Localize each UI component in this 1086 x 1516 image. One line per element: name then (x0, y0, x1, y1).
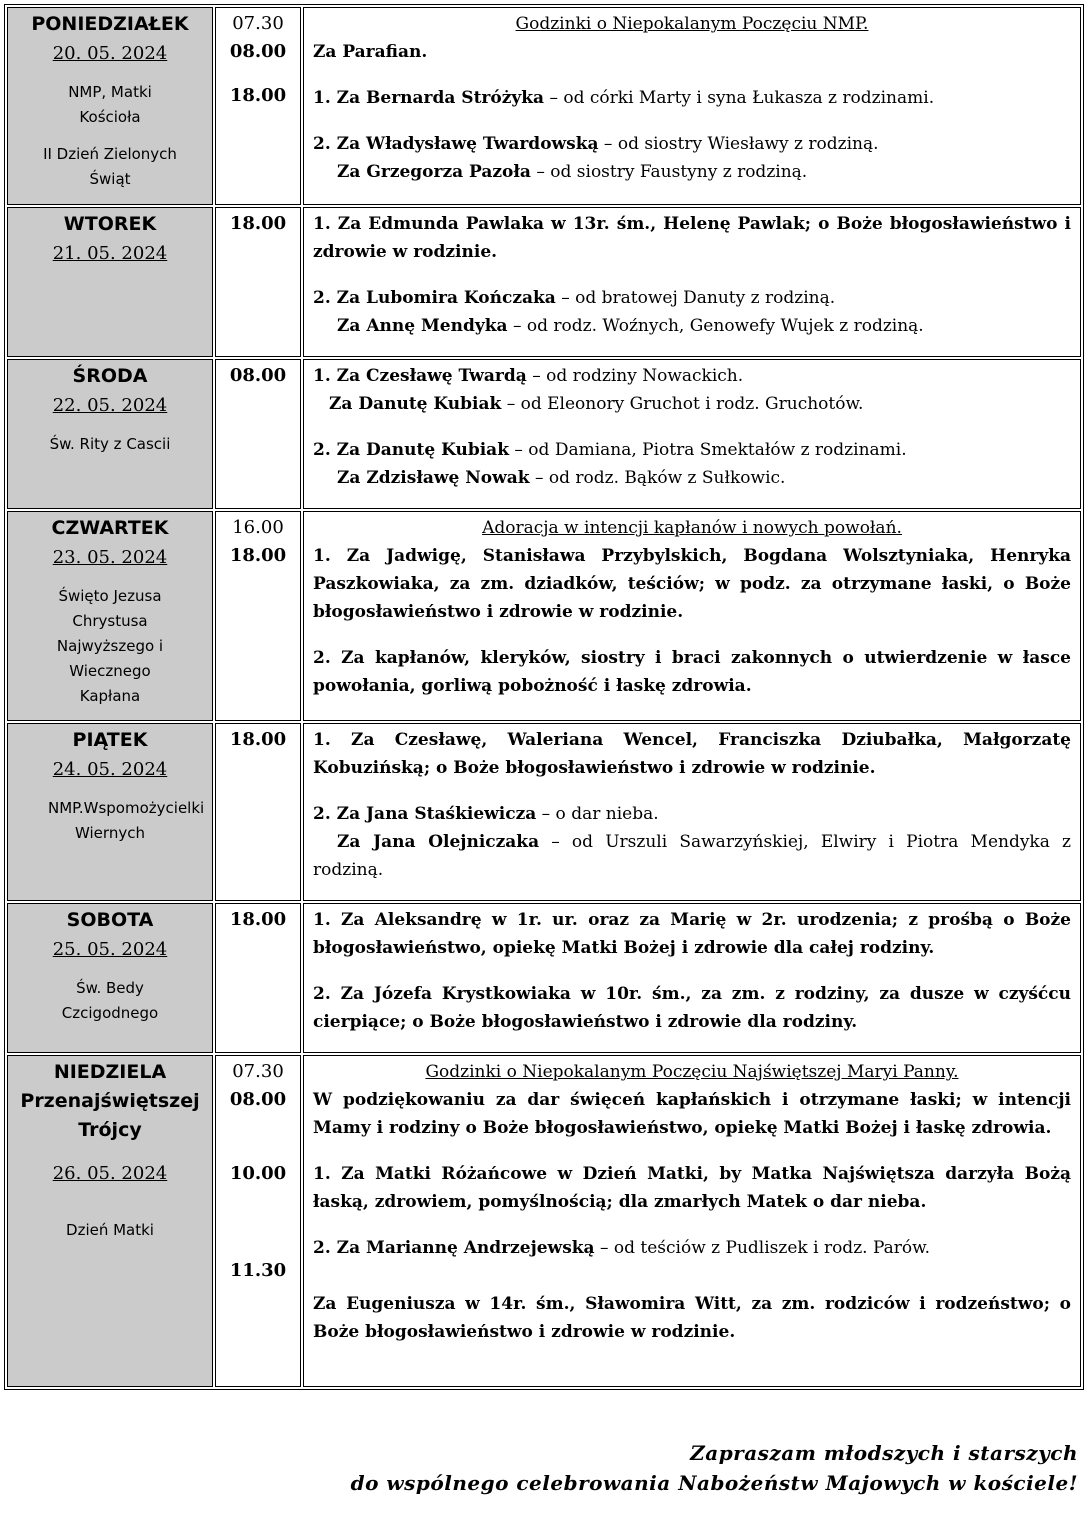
intention-donor: – od siostry Wiesławy z rodziną. (598, 134, 879, 154)
day-name: NIEDZIELA Przenajświętszej Trójcy (20, 1061, 200, 1141)
intention-name: 2. Za Władysławę Twardowską (313, 134, 599, 154)
intention-name: 2. Za Mariannę Andrzejewską (313, 1238, 595, 1258)
intention-line (313, 800, 1071, 828)
mass-schedule-table (4, 4, 1084, 1390)
section-header: Godzinki o Niepokalanym Poczęciu Najświętszej Maryi Panny. (425, 1062, 959, 1082)
feast-name: NMP.Wspomożycielki Wiernych (48, 799, 205, 842)
intention-name: 1. Za Czesławę, Waleriana Wencel, Franciszka Dziubałka, Małgorzatę Kobuzińską; o Boże błogosławieństwo i zdrowie w rodzinie. (313, 730, 1071, 778)
invitation-line-1: Zapraszam młodszych i starszych (690, 1441, 1078, 1465)
day-cell (7, 903, 213, 1053)
intention-name: 1. Za Matki Różańcowe w Dzień Matki, by Matka Najświętsza darzyła Bożą łaską, zdrowiem, pomyślnością; dla zmarłych Matek o dar nieba. (313, 1164, 1071, 1212)
intention-name: 1. Za Aleksandrę w 1r. ur. oraz za Marię w 2r. urodzenia; z prośbą o Boże błogosławieństwo, opiekę Matki Bożej i zdrowie dla całej rodziny. (313, 910, 1071, 958)
intention-name: W podziękowaniu za dar święceń kapłańskich i otrzymane łaski; w intencji Mamy i rodziny o Boże błogosławieństwo, opiekę Matki Bożej i łaskę zdrowia. (313, 1090, 1071, 1138)
mass-time: 18.00 (229, 729, 287, 750)
time-cell (215, 7, 301, 205)
feast-name: NMP, Matki Kościoła (68, 83, 152, 126)
mass-time: 10.00 (229, 1163, 287, 1184)
mass-time (216, 1137, 300, 1160)
intention-line (313, 1234, 1071, 1262)
day-row (7, 7, 1081, 205)
intentions-cell (303, 903, 1081, 1053)
intention-name: 2. Za Lubomira Kończaka (313, 288, 556, 308)
section-header: Godzinki o Niepokalanym Poczęciu NMP. (515, 14, 869, 34)
day-row (7, 511, 1081, 721)
intention-line (313, 436, 1071, 464)
time-cell (215, 511, 301, 721)
day-row (7, 723, 1081, 901)
mass-time: 07.30 (232, 13, 284, 34)
intention-line (313, 1290, 1071, 1346)
day-cell (7, 723, 213, 901)
day-date: 23. 05. 2024 (52, 547, 168, 568)
mass-time: 18.00 (229, 909, 287, 930)
day-cell (7, 359, 213, 509)
intention-donor: – od rodz. Bąków z Sułkowic. (529, 468, 786, 488)
day-cell (7, 207, 213, 357)
intention-name: Za Annę Mendyka (337, 316, 508, 336)
time-cell (215, 207, 301, 357)
mass-time (216, 66, 300, 82)
day-row (7, 903, 1081, 1053)
mass-time: 07.30 (232, 1061, 284, 1082)
feast-name: Święto Jezusa Chrystusa Najwyższego i Wiecznego Kapłana (56, 587, 164, 705)
mass-intention (313, 210, 1071, 266)
mass-time (216, 1114, 300, 1137)
intention-line (313, 726, 1071, 782)
intention-line (313, 130, 1071, 158)
mass-intention (313, 542, 1071, 626)
day-name: PIĄTEK (72, 729, 148, 751)
intention-line (313, 1086, 1071, 1142)
mass-time: 08.00 (229, 1089, 287, 1110)
intention-line (313, 158, 1071, 186)
intention-line (313, 38, 1071, 66)
invitation-line-2: do wspólnego celebrowania Nabożeństw Majowych w kościele! (350, 1471, 1078, 1495)
mass-intention (313, 284, 1071, 340)
intentions-cell (303, 723, 1081, 901)
intention-line (313, 210, 1071, 266)
intention-name: Za Eugeniusza w 14r. śm., Sławomira Witt, za zm. rodziców i rodzeństwo; o Boże błogosławieństwo i zdrowie w rodzinie. (313, 1294, 1071, 1342)
day-name: ŚRODA (72, 365, 148, 387)
day-name: WTOREK (63, 213, 157, 235)
intention-name: Za Zdzisławę Nowak (337, 468, 530, 488)
intention-line (313, 980, 1071, 1036)
mass-intention (313, 1290, 1071, 1346)
intention-name: 2. Za kapłanów, kleryków, siostry i braci zakonnych o utwierdzenie w łasce powołania, gorliwą pobożność i łaskę zdrowia. (313, 648, 1071, 696)
day-date: 21. 05. 2024 (52, 243, 168, 264)
mass-time: 11.30 (229, 1260, 287, 1281)
intention-donor: – od siostry Faustyny z rodziną. (530, 162, 808, 182)
day-cell (7, 7, 213, 205)
intentions-cell (303, 1055, 1081, 1387)
intention-line (313, 362, 1071, 390)
intention-name: Za Jana Olejniczaka (337, 832, 540, 852)
mass-intention (313, 38, 1071, 66)
intention-line (313, 84, 1071, 112)
feast-name: II Dzień Zielonych Świąt (43, 145, 177, 188)
intention-line (313, 644, 1071, 700)
day-date: 26. 05. 2024 (52, 1163, 168, 1184)
intention-name: 1. Za Edmunda Pawlaka w 13r. śm., Helenę Pawlak; o Boże błogosławieństwo i zdrowie w rodzinie. (313, 214, 1071, 262)
intention-donor: – o dar nieba. (536, 804, 659, 824)
intention-name: Za Danutę Kubiak (329, 394, 502, 414)
intention-donor: – od rodziny Nowackich. (526, 366, 744, 386)
time-cell (215, 359, 301, 509)
day-cell (7, 1055, 213, 1387)
intention-line (313, 906, 1071, 962)
mass-time: 18.00 (229, 545, 287, 566)
mass-intention (313, 362, 1071, 418)
time-cell (215, 1055, 301, 1387)
feast-name: Św. Rity z Cascii (49, 435, 171, 453)
day-date: 22. 05. 2024 (52, 395, 168, 416)
feast-name: Dzień Matki (66, 1221, 154, 1239)
mass-intention (313, 1234, 1071, 1262)
intentions-cell (303, 207, 1081, 357)
feast-name: Św. Bedy Czcigodnego (61, 979, 159, 1022)
schedule-body (7, 7, 1081, 1387)
day-date: 25. 05. 2024 (52, 939, 168, 960)
day-cell (7, 511, 213, 721)
intention-name: Za Parafian. (313, 42, 428, 62)
mass-time: 18.00 (229, 213, 287, 234)
time-cell (215, 903, 301, 1053)
intentions-cell (303, 511, 1081, 721)
mass-time (216, 1188, 300, 1211)
day-name: SOBOTA (66, 909, 154, 931)
day-row (7, 207, 1081, 357)
mass-intention (313, 800, 1071, 884)
intention-name: 2. Za Danutę Kubiak (313, 440, 509, 460)
mass-intention (313, 130, 1071, 186)
section-header: Adoracja w intencji kapłanów i nowych powołań. (482, 518, 902, 538)
intention-donor: – od bratowej Danuty z rodziną. (555, 288, 836, 308)
intention-name: 2. Za Jana Staśkiewicza (313, 804, 537, 824)
intention-name: Za Grzegorza Pazoła (337, 162, 531, 182)
mass-intention (313, 726, 1071, 782)
time-cell (215, 723, 301, 901)
mass-intention (313, 1160, 1071, 1216)
day-row (7, 359, 1081, 509)
intention-name: 1. Za Jadwigę, Stanisława Przybylskich, Bogdana Wolsztyniaka, Henryka Paszkowiaka, za zm. dziadków, teściów; w podz. za otrzymane łaski, o Boże błogosławieństwo i zdrowie w rodzinie. (313, 546, 1071, 622)
mass-time: 16.00 (232, 517, 284, 538)
day-name: CZWARTEK (51, 517, 169, 539)
mass-time: 08.00 (229, 41, 287, 62)
mass-intention (313, 906, 1071, 962)
mass-intention (313, 84, 1071, 112)
intention-line (313, 1160, 1071, 1216)
intention-line (313, 284, 1071, 312)
intention-line (313, 464, 1071, 492)
intention-line (313, 312, 1071, 340)
mass-intention (313, 1086, 1071, 1142)
mass-time (216, 1234, 300, 1257)
mass-time: 08.00 (229, 365, 287, 386)
day-date: 20. 05. 2024 (52, 43, 168, 64)
intention-line (313, 542, 1071, 626)
intention-donor: – od teściów z Pudliszek i rodz. Parów. (594, 1238, 931, 1258)
intention-name: 1. Za Czesławę Twardą (313, 366, 527, 386)
intention-donor: – od Eleonory Gruchot i rodz. Gruchotów. (501, 394, 864, 414)
intentions-cell (303, 7, 1081, 205)
invitation-footer (351, 1438, 1078, 1498)
intention-line (313, 390, 1071, 418)
mass-time (216, 1211, 300, 1234)
intentions-cell (303, 359, 1081, 509)
mass-intention (313, 644, 1071, 700)
intention-donor: – od córki Marty i syna Łukasza z rodzinami. (544, 88, 935, 108)
intention-donor: – od Urszuli Sawarzyńskiej, Elwiry i Piotra Mendyka z rodziną. (313, 832, 1071, 880)
day-row (7, 1055, 1081, 1387)
mass-time: 18.00 (229, 85, 287, 106)
mass-intention (313, 436, 1071, 492)
day-date: 24. 05. 2024 (52, 759, 168, 780)
day-name: PONIEDZIAŁEK (31, 13, 189, 35)
intention-donor: – od Damiana, Piotra Smektałów z rodzinami. (508, 440, 907, 460)
mass-intention (313, 980, 1071, 1036)
intention-name: 1. Za Bernarda Stróżyka (313, 88, 545, 108)
intention-line (313, 828, 1071, 884)
intention-donor: – od rodz. Woźnych, Genowefy Wujek z rodziną. (507, 316, 924, 336)
intention-name: 2. Za Józefa Krystkowiaka w 10r. śm., za zm. z rodziny, za dusze w czyśćcu cierpiące; o Boże błogosławieństwo i zdrowie dla rodziny. (313, 984, 1071, 1032)
